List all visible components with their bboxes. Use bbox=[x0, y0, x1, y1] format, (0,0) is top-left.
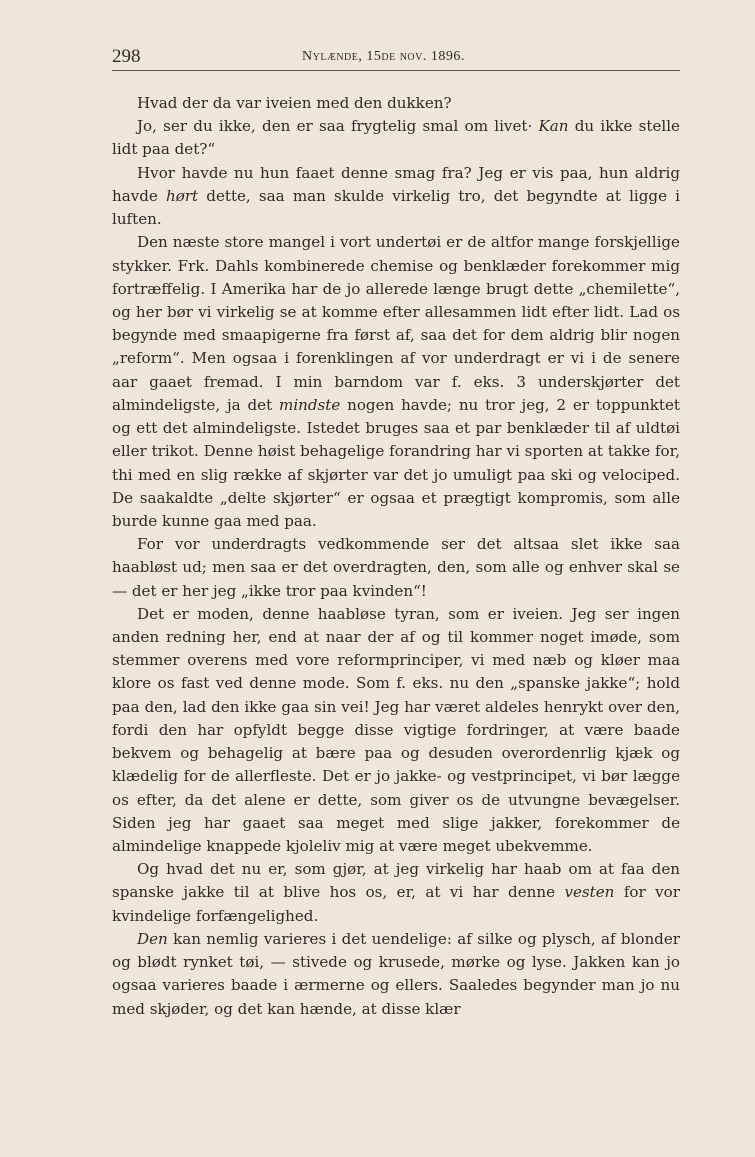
paragraph bbox=[112, 231, 680, 533]
text-run: Hvad der da var iveien med den dukken? bbox=[137, 94, 452, 112]
page-header bbox=[112, 46, 680, 72]
emphasis-text: hørt bbox=[166, 186, 199, 205]
text-run: For vor underdragts vedkommende ser det altsaa slet ikke saa haabløst ud; men saa er det overdragten, den, som alle og enhver skal se — det er her jeg „ikke tror paa kvinden“! bbox=[112, 535, 680, 600]
emphasis-text: Den bbox=[137, 929, 168, 948]
paragraph bbox=[112, 858, 680, 928]
text-run: nogen havde; nu tror jeg, 2 er toppunktet og ett det almindeligste. Istedet bruges saa et par benklæder til af uldtøi eller trikot. Denne høist behagelige forandring har vi sporten at takke for, thi med en slig række af skjørter var det jo umuligt paa ski og velociped. De saakaldte „delte skjørter“ er ogsaa et prægtigt kompromis, som alle burde kunne gaa med paa. bbox=[112, 395, 680, 530]
text-run: Det er moden, denne haabløse tyran, som er iveien. Jeg ser ingen anden redning her, end at naar der af og til kommer noget imøde, som stemmer overens med vore reformprinciper, vi med næb og kløer maa klore os fast ved denne mode. Som f. eks. nu den „spanske jakke“; hold paa den, lad den ikke gaa sin vei! Jeg har været aldeles henrykt over den, fordi den har opfyldt begge disse vigtige fordringer, at være baade bekvem og behagelig at bære paa og desuden overordenrlig kjæk og klædelig for de allerfleste. Det er jo jakke- og vestprincipet, vi bør lægge os efter, da det alene er dette, som giver os de utvungne bevægelser. Siden jeg har gaaet saa meget med slige jakker, forekommer de almindelige knappede kjoleliv mig at være meget ubekvemme. bbox=[112, 604, 680, 855]
text-run: Jo, ser du ikke, den er saa frygtelig smal om livet· bbox=[137, 117, 539, 136]
page-number: 298 bbox=[112, 46, 141, 67]
text-run: dette, saa man skulde virkelig tro, det begyndte at ligge i luften. bbox=[112, 186, 680, 229]
paragraph bbox=[112, 603, 680, 858]
text-run: du ikke stelle lidt paa det?“ bbox=[112, 117, 680, 159]
paragraph bbox=[112, 115, 680, 161]
text-run: Den næste store mangel i vort undertøi er de altfor mange forskjellige stykker. Frk. Dahls kombinerede chemise og benklæder forekommer mig fortræffelig. I Amerika har de jo allerede længe brugt dette „chemilette“, og her bør vi virkelig se at komme efter allesammen lidt efter lidt. Lad os begynde med smaapigerne fra først af, saa det for dem aldrig blir nogen „reform“. Men ogsaa i forenklingen af vor underdragt er vi i de senere aar gaaet fremad. I min barndom var f. eks. 3 underskjørter det almindeligste, ja det bbox=[112, 233, 680, 414]
text-run: kan nemlig varieres i det uendelige: af silke og plysch, af blonder og blødt rynket tøi, — stivede og krusede, mørke og lyse. Jakken kan jo ogsaa varieres baade i ærmerne og ellers. Saaledes begynder man jo nu med skjøder, og det kan hænde, at disse klær bbox=[112, 929, 680, 1018]
running-head: Nylænde, 15de nov. 1896. bbox=[302, 49, 465, 64]
header-rule bbox=[112, 70, 680, 71]
text-run: Hvor havde nu hun faaet denne smag fra? Jeg er vis paa, hun aldrig havde bbox=[112, 163, 680, 205]
text-run: Og hvad det nu er, som gjør, at jeg virkelig har haab om at faa den spanske jakke til at blive hos os, er, at vi har denne bbox=[112, 860, 680, 902]
emphasis-text: mindste bbox=[279, 395, 341, 414]
text-run: for vor kvindelige forfængelighed. bbox=[112, 883, 680, 925]
paragraph bbox=[112, 162, 680, 232]
paragraph bbox=[112, 928, 680, 1021]
body-text bbox=[112, 92, 680, 1021]
paragraph bbox=[112, 533, 680, 603]
paragraph bbox=[112, 92, 680, 115]
emphasis-text: vesten bbox=[564, 883, 615, 902]
emphasis-text: Kan bbox=[538, 117, 569, 136]
